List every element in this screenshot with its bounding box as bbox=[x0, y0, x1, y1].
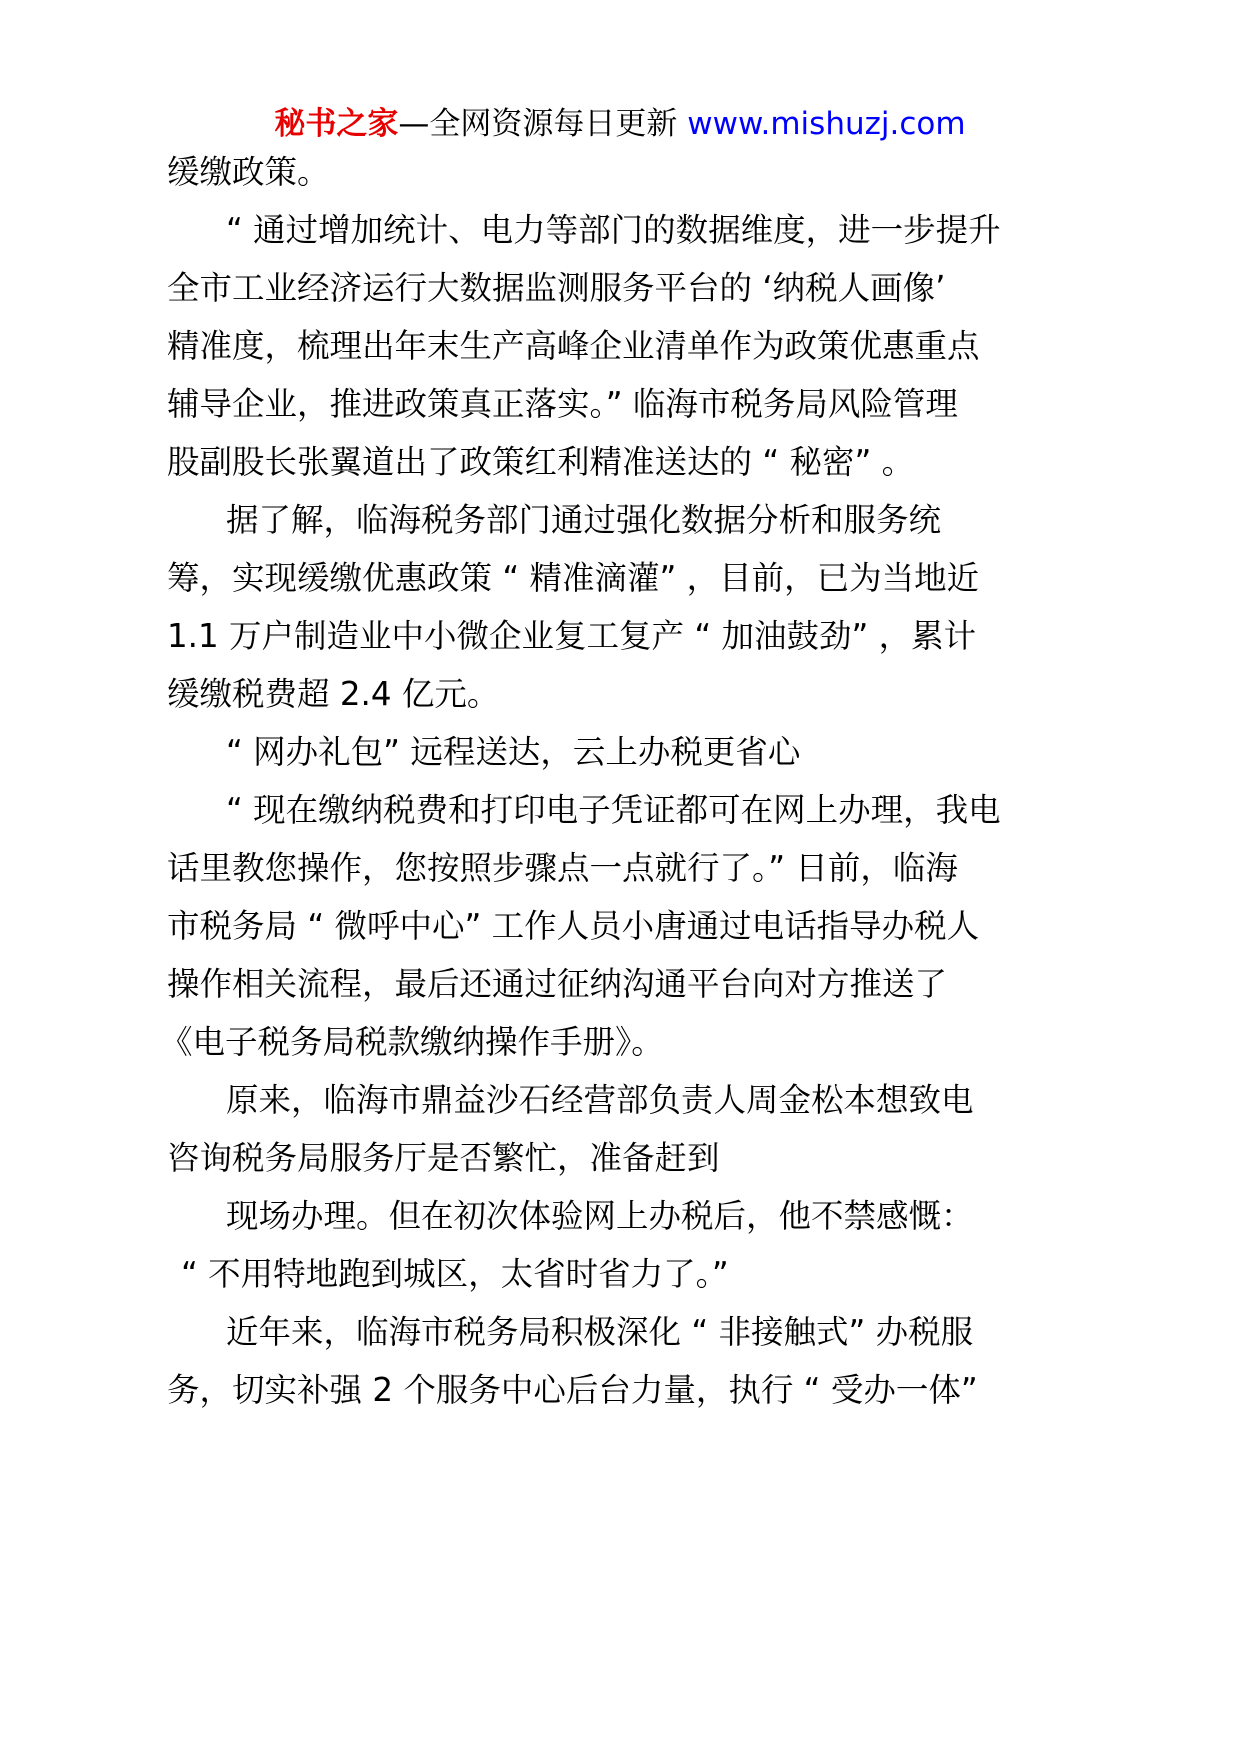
text-line: 据了解，临海税务部门通过强化数据分析和服务统 bbox=[226, 501, 942, 539]
text-line: 现场办理。但在初次体验网上办税后，他不禁感慨： bbox=[226, 1197, 974, 1235]
text-line: 缓缴税费超 2.4 亿元。 bbox=[167, 675, 500, 713]
text-line: 话里教您操作，您按照步骤点一点就行了。” 日前，临海 bbox=[167, 849, 958, 887]
text-line: 股副股长张翼道出了政策红利精准送达的 “ 秘密” 。 bbox=[167, 443, 915, 481]
text-line: 操作相关流程，最后还通过征纳沟通平台向对方推送了 bbox=[167, 965, 948, 1003]
text-line: 辅导企业，推进政策真正落实。” 临海市税务局风险管理 bbox=[167, 385, 958, 423]
text-line: 全市工业经济运行大数据监测服务平台的 ‘纳税人画像’ bbox=[167, 269, 946, 307]
site-slogan: —全网资源每日更新 bbox=[398, 106, 678, 142]
text-line: 1.1 万户制造业中小微企业复工复产 “ 加油鼓劲” ，累计 bbox=[167, 617, 977, 655]
text-line: “ 不用特地跑到城区，太省时省力了。” bbox=[181, 1255, 729, 1293]
text-line: 缓缴政策。 bbox=[167, 153, 330, 191]
text-line: 原来，临海市鼎益沙石经营部负责人周金松本想致电 bbox=[226, 1081, 974, 1119]
text-line: 精准度，梳理出年末生产高峰企业清单作为政策优惠重点 bbox=[167, 327, 980, 365]
text-line: 筹，实现缓缴优惠政策 “ 精准滴灌” ，目前，已为当地近 bbox=[167, 559, 980, 597]
text-line: 市税务局 “ 微呼中心” 工作人员小唐通过电话指导办税人 bbox=[167, 907, 980, 945]
text-line: 《电子税务局税款缴纳操作手册》。 bbox=[160, 1023, 664, 1061]
text-line: 咨询税务局服务厅是否繁忙，准备赶到 bbox=[167, 1139, 720, 1177]
site-url-link[interactable]: www.mishuzj.com bbox=[687, 106, 966, 142]
text-line: 近年来，临海市税务局积极深化 “ 非接触式” 办税服 bbox=[226, 1313, 974, 1351]
text-line: “ 现在缴纳税费和打印电子凭证都可在网上办理，我电 bbox=[226, 791, 1001, 829]
site-brand: 秘书之家 bbox=[274, 106, 399, 142]
text-line: 务，切实补强 2 个服务中心后台力量，执行 “ 受办一体” bbox=[167, 1371, 978, 1409]
text-line: “ 通过增加统计、电力等部门的数据维度，进一步提升 bbox=[226, 211, 1001, 249]
site-header bbox=[0, 100, 1240, 148]
text-line: “ 网办礼包” 远程送达，云上办税更省心 bbox=[226, 733, 801, 771]
